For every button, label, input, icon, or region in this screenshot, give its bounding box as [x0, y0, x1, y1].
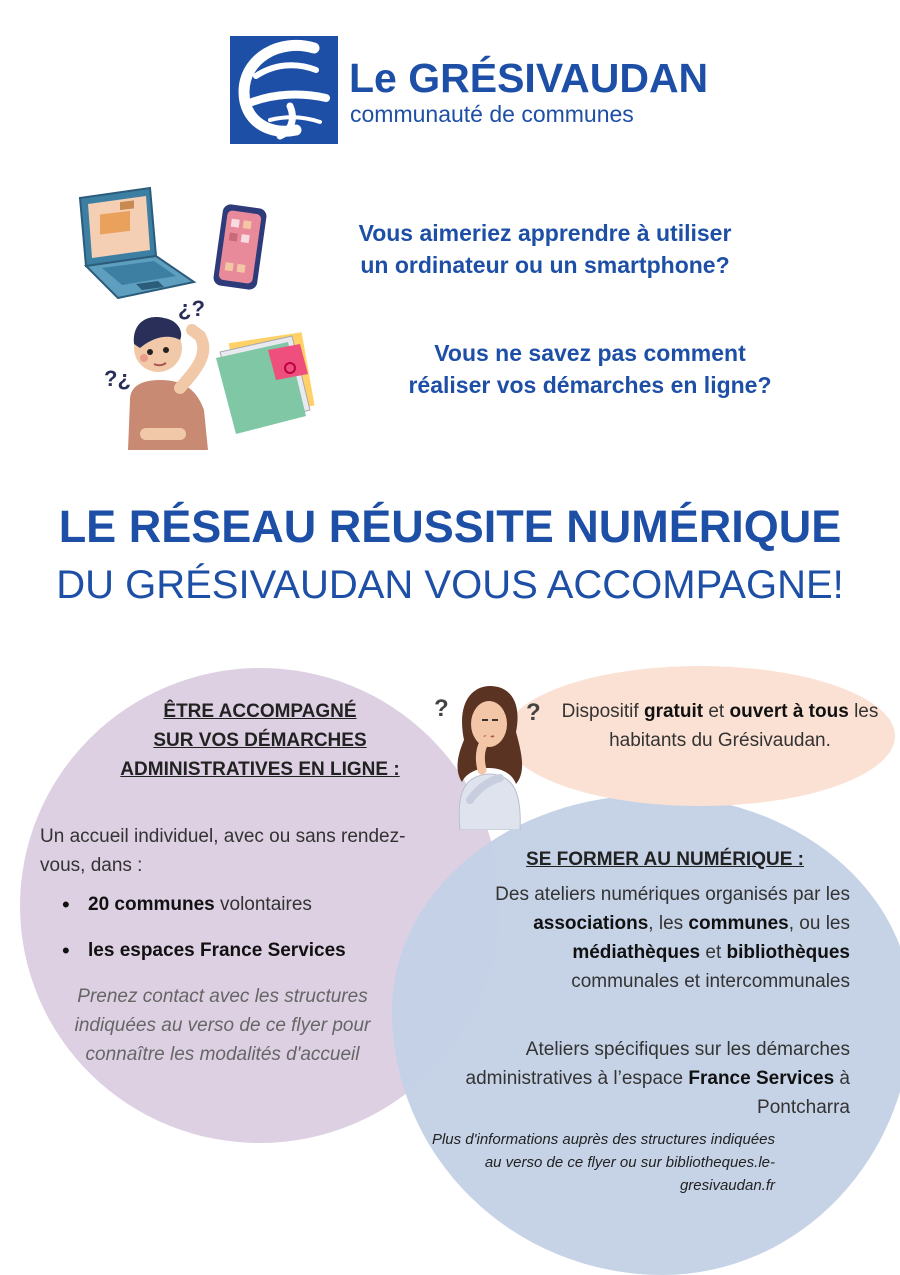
question-learn-devices — [300, 217, 790, 281]
question-marks-left: ?¿ — [104, 366, 131, 391]
para-bold: médiathèques — [572, 942, 701, 963]
free-access-note — [560, 697, 880, 755]
right-section-title: SE FORMER AU NUMÉRIQUE : — [526, 849, 804, 870]
svg-text:?: ? — [434, 695, 449, 722]
question-line: Vous ne savez pas comment — [434, 340, 746, 366]
para-text: , les — [648, 913, 689, 934]
para-bold: bibliothèques — [726, 942, 850, 963]
admin-workshops-paragraph — [440, 1035, 850, 1122]
left-intro-text: Un accueil individuel, avec ou sans rendez-vous, dans : — [40, 826, 406, 876]
note-bold: gratuit — [643, 701, 704, 722]
para-text: Des ateliers numériques organisés par les — [495, 884, 850, 905]
headline-secondary: DU GRÉSIVAUDAN VOUS ACCOMPAGNE! — [56, 563, 844, 607]
list-item-text: volontaires — [214, 894, 312, 915]
list-item — [60, 890, 440, 919]
left-note: Prenez contact avec les structures indiquées au verso de ce flyer pour connaître les modalités d'accueil — [74, 986, 371, 1065]
title-line: ÊTRE ACCOMPAGNÉ — [163, 701, 357, 722]
question-line: Vous aimeriez apprendre à utiliser — [358, 220, 732, 246]
para-bold: France Services — [688, 1068, 835, 1089]
left-list — [60, 890, 440, 982]
para-text: communales et intercommunales — [571, 971, 850, 992]
para-text: à Pontcharra — [757, 1068, 850, 1118]
laptop-icon — [72, 186, 197, 311]
svg-text:?: ? — [526, 699, 541, 726]
headline-primary: LE RÉSEAU RÉUSSITE NUMÉRIQUE — [58, 501, 842, 552]
para-bold: communes — [688, 913, 789, 934]
note-text: les habitants du Grésivaudan. — [609, 701, 879, 751]
question-line: un ordinateur ou un smartphone? — [360, 252, 730, 278]
note-bold: ouvert à tous — [729, 701, 849, 722]
para-text: Ateliers spécifiques sur les démarches administratives à l’espace — [465, 1039, 850, 1089]
question-marks-right: ¿? — [178, 296, 205, 321]
logo-g-icon — [230, 36, 338, 144]
note-text: Dispositif — [561, 701, 644, 722]
list-item — [60, 936, 440, 965]
documents-icon — [212, 328, 322, 443]
logo-name: Le GRÉSIVAUDAN — [349, 55, 709, 101]
note-text: et — [703, 701, 730, 722]
para-text: et — [700, 942, 727, 963]
workshops-paragraph — [460, 880, 850, 996]
para-text: , ou les — [788, 913, 850, 934]
smartphone-icon — [210, 204, 268, 297]
question-line: réaliser vos démarches en ligne? — [408, 372, 772, 398]
thinking-woman-icon — [430, 680, 545, 835]
title-line: ADMINISTRATIVES EN LIGNE : — [120, 759, 400, 780]
title-line: SUR VOS DÉMARCHES — [153, 730, 367, 751]
more-info-note: Plus d'informations auprès des structures indiquées au verso de ce flyer ou sur bibliotheques.le-gresivaudan.fr — [431, 1131, 775, 1194]
left-section-title — [90, 697, 430, 784]
question-online-procedures — [350, 337, 830, 401]
list-item-bold: les espaces France Services — [88, 940, 346, 961]
logo-subtitle: communauté de communes — [350, 101, 634, 127]
para-bold: associations — [533, 913, 649, 934]
list-item-bold: 20 communes — [88, 894, 215, 915]
